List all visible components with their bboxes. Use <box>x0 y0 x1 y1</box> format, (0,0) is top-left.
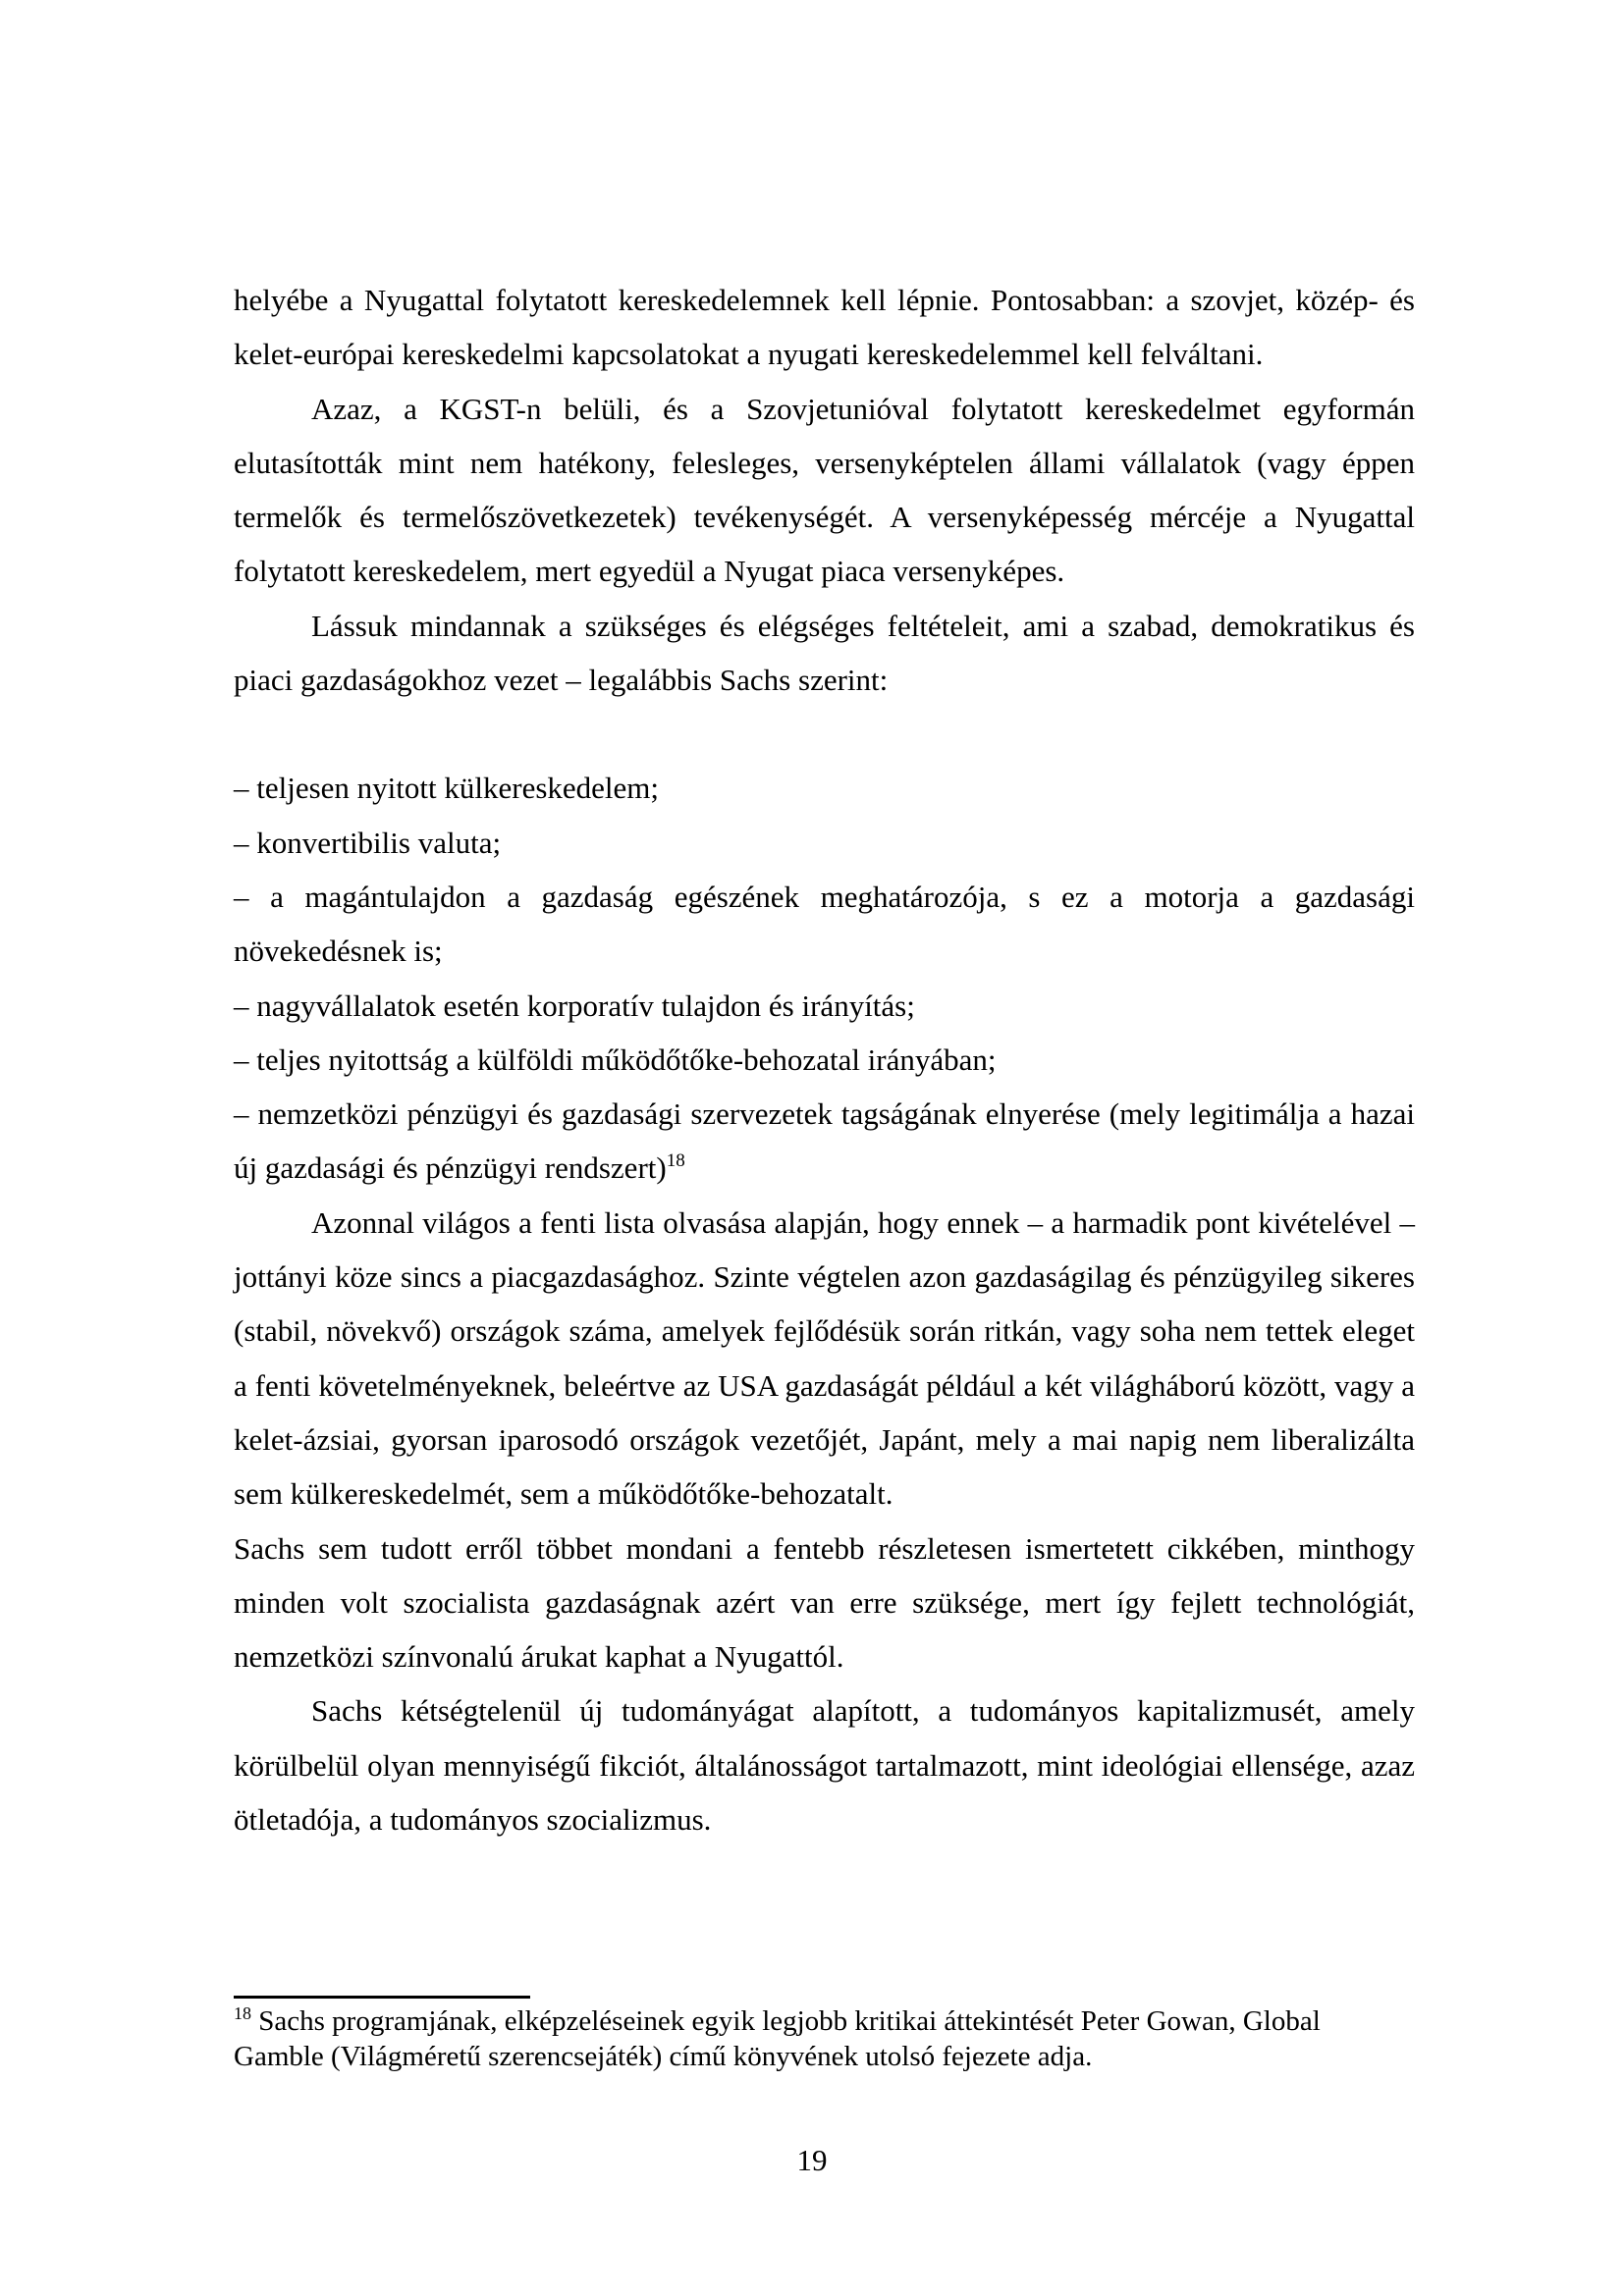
blank-line <box>234 707 1415 761</box>
list-item-text: – nemzetközi pénzügyi és gazdasági szervezetek tagságának elnyerése (mely legitimálja a hazai új gazdasági és pénzügyi rendszert) <box>234 1096 1415 1186</box>
list-item: – nagyvállalatok esetén korporatív tulajdon és irányítás; <box>234 988 915 1023</box>
footnote <box>234 2003 1415 2074</box>
requirements-list <box>234 761 1415 1195</box>
list-item: – teljes nyitottság a külföldi működőtőke-behozatal irányában; <box>234 1041 997 1077</box>
paragraph-1: helyébe a Nyugattal folytatott kereskedelemnek kell lépnie. Pontosabban: a szovjet, közép- és kelet-európai kereskedelmi kapcsolatokat a nyugati kereskedelemmel kell felváltani. <box>234 283 1415 372</box>
list-item: – teljesen nyitott külkereskedelem; <box>234 771 660 806</box>
list-item: – konvertibilis valuta; <box>234 825 502 860</box>
footnote-reference[interactable]: 18 <box>666 1150 685 1172</box>
page-body <box>234 273 1415 1846</box>
list-item: – a magántulajdon a gazdaság egészének meghatározója, s ez a motorja a gazdasági növekedésnek is; <box>234 879 1415 969</box>
paragraph-5: Sachs sem tudott erről többet mondani a fentebb részletesen ismertetett cikkében, minthogy minden volt szocialista gazdaságnak azért van erre szüksége, mert így fejlett technológiát, nemzetközi színvonalú árukat kaphat a Nyugattól. <box>234 1530 1415 1675</box>
page-number: 19 <box>796 2143 828 2177</box>
footnote-text: Sachs programjának, elképzeléseinek egyik legjobb kritikai áttekintését Peter Gowan, Global Gamble (Világméretű szerencsejáték) című könyvének utolsó fejezete adja. <box>234 2005 1321 2072</box>
footnote-separator <box>234 1996 530 1999</box>
paragraph-4: Azonnal világos a fenti lista olvasása alapján, hogy ennek – a harmadik pont kivételével – jottányi köze sincs a piacgazdasághoz. Szinte végtelen azon gazdaságilag és pénzügyileg sikeres (stabil, növekvő) országok száma, amelyek fejlődésük során ritkán, vagy soha nem tettek eleget a fenti követelményeknek, beleértve az USA gazdaságát például a két világháború között, vagy a kelet-ázsiai, gyorsan iparosodó országok vezetőjét, Japánt, mely a mai napig nem liberalizálta sem külkereskedelmét, sem a működőtőke-behozatalt. <box>234 1204 1415 1512</box>
paragraph-6: Sachs kétségtelenül új tudományágat alapított, a tudományos kapitalizmusét, amely körülbelül olyan mennyiségű fikciót, általánosságot tartalmazott, mint ideológiai ellensége, azaz ötletadója, a tudományos szocializmus. <box>234 1693 1415 1838</box>
paragraph-3: Lássuk mindannak a szükséges és elégséges feltételeit, ami a szabad, demokratikus és piaci gazdaságokhoz vezet – legalábbis Sachs szerint: <box>234 608 1415 698</box>
paragraph-2: Azaz, a KGST-n belüli, és a Szovjetunióval folytatott kereskedelmet egyformán elutasították mint nem hatékony, felesleges, versenyképtelen állami vállalatok (vagy éppen termelők és termelőszövetkezetek) tevékenységét. A versenyképesség mércéje a Nyugattal folytatott kereskedelem, mert egyedül a Nyugat piaca versenyképes. <box>234 391 1415 589</box>
footnote-number: 18 <box>234 2003 251 2023</box>
list-item-with-footnote <box>234 1087 1415 1196</box>
